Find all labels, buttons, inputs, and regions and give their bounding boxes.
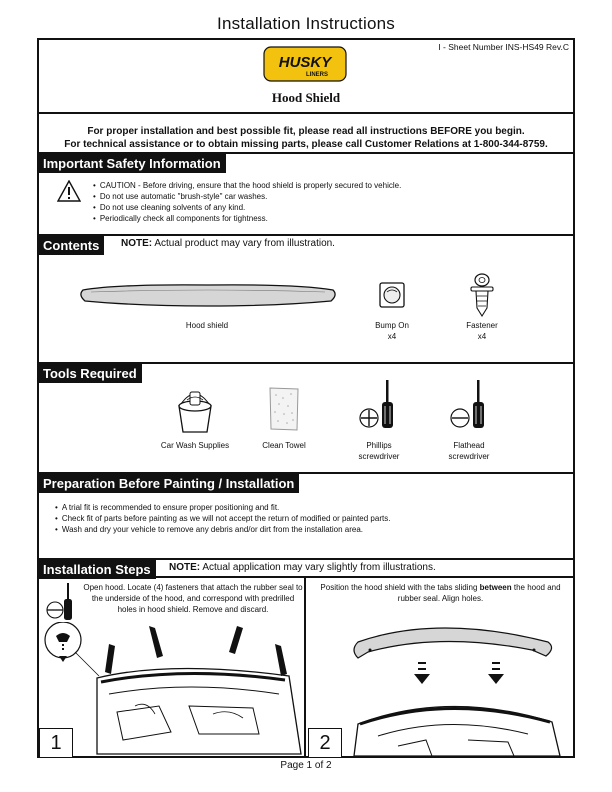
tool-phillips-screwdriver [339, 440, 419, 462]
step-2-text [318, 582, 563, 604]
contents-item-label: Bump On [375, 321, 409, 330]
flathead-screwdriver-icon [448, 378, 494, 432]
safety-list [93, 180, 401, 224]
tool-label: Car Wash Supplies [160, 441, 230, 450]
prep-list [55, 502, 390, 535]
tool-label: screwdriver [358, 452, 400, 461]
sheet-number: I - Sheet Number INS-HS49 Rev.C [438, 42, 569, 52]
step-1-illustration [39, 622, 304, 756]
safety-item: • Do not use cleaning solvents of any kind. [93, 202, 401, 213]
contents-item-bump-on [352, 320, 432, 342]
step-2-text-a: Position the hood shield with the tabs sliding [320, 583, 480, 592]
contents-heading: Contents [39, 236, 104, 255]
step-1-panel [39, 578, 306, 758]
tool-label: Clean Towel [262, 441, 306, 450]
prep-heading: Preparation Before Painting / Installation [39, 474, 299, 493]
note-text: Actual application may vary slightly from illustrations. [202, 562, 436, 573]
hood-shield-illustration [77, 282, 339, 308]
contents-section [39, 236, 573, 364]
svg-text:HUSKY: HUSKY [278, 54, 332, 71]
steps-panels [39, 576, 573, 756]
contents-note [121, 238, 335, 249]
fastener-icon [467, 272, 497, 318]
page-footer: Page 1 of 2 [280, 760, 332, 771]
contents-item-label: Fastener [466, 321, 498, 330]
steps-section [39, 560, 573, 756]
step-2-number: 2 [308, 728, 342, 758]
warning-icon [57, 180, 81, 202]
safety-heading: Important Safety Information [39, 154, 226, 173]
contents-item-fastener [442, 320, 522, 342]
tool-label: screwdriver [448, 452, 490, 461]
steps-note [169, 562, 436, 573]
tool-car-wash [150, 440, 240, 451]
note-text: Actual product may vary from illustration. [154, 238, 335, 249]
safety-item: • Periodically check all components for tightness. [93, 213, 401, 224]
phillips-screwdriver-icon [357, 378, 403, 432]
step-2-illustration [308, 606, 573, 756]
bump-on-icon [379, 282, 405, 308]
prep-item: • Check fit of parts before painting as we will not accept the return of modified or painted parts. [55, 513, 390, 524]
step-1-number: 1 [39, 728, 73, 758]
tools-section [39, 364, 573, 474]
note-label: NOTE: [121, 238, 153, 249]
tool-label: Phillips [366, 441, 392, 450]
step-2-text-b: the hood and rubber seal. Align holes. [397, 583, 561, 603]
tool-flathead-screwdriver [429, 440, 509, 462]
clean-towel-icon [267, 386, 301, 432]
step-2-text-bold: between [479, 583, 512, 592]
car-wash-bucket-icon [175, 386, 215, 436]
prep-item: • Wash and dry your vehicle to remove any debris and/or dirt from the installation area. [55, 524, 390, 535]
safety-item: • Do not use automatic "brush-style" car washes. [93, 191, 401, 202]
prep-section [39, 474, 573, 560]
svg-text:LINERS: LINERS [305, 72, 329, 78]
header-section [39, 40, 573, 114]
tool-clean-towel [244, 440, 324, 451]
contents-item-label: Hood shield [185, 321, 229, 330]
steps-heading: Installation Steps [39, 560, 156, 579]
contents-item-qty: x4 [387, 332, 397, 341]
contents-item-qty: x4 [477, 332, 487, 341]
note-label: NOTE: [169, 562, 201, 573]
instruction-sheet [37, 38, 575, 758]
tools-heading: Tools Required [39, 364, 142, 383]
screwdriver-icon [45, 582, 79, 622]
prep-item: • A trial fit is recommended to ensure proper positioning and fit. [55, 502, 390, 513]
intro-line-2: For technical assistance or to obtain missing parts, please call Customer Relations at 1-800-344-8759. [64, 139, 548, 150]
step-2-panel [308, 578, 573, 758]
safety-section [39, 154, 573, 236]
husky-liners-logo [263, 46, 347, 82]
tool-label: Flathead [453, 441, 485, 450]
intro-section [39, 114, 573, 154]
product-name: Hood Shield [271, 90, 341, 105]
safety-item: • CAUTION - Before driving, ensure that the hood shield is properly secured to vehicle. [93, 180, 401, 191]
page-title: Installation Instructions [217, 14, 395, 33]
contents-item-hood-shield [157, 320, 257, 331]
intro-line-1: For proper installation and best possible fit, please read all instructions BEFORE you begin. [87, 126, 525, 137]
step-1-text: Open hood. Locate (4) fasteners that attach the rubber seal to the underside of the hood, and correspond with predrilled holes in hood shield. Remove and discard. [83, 583, 303, 614]
